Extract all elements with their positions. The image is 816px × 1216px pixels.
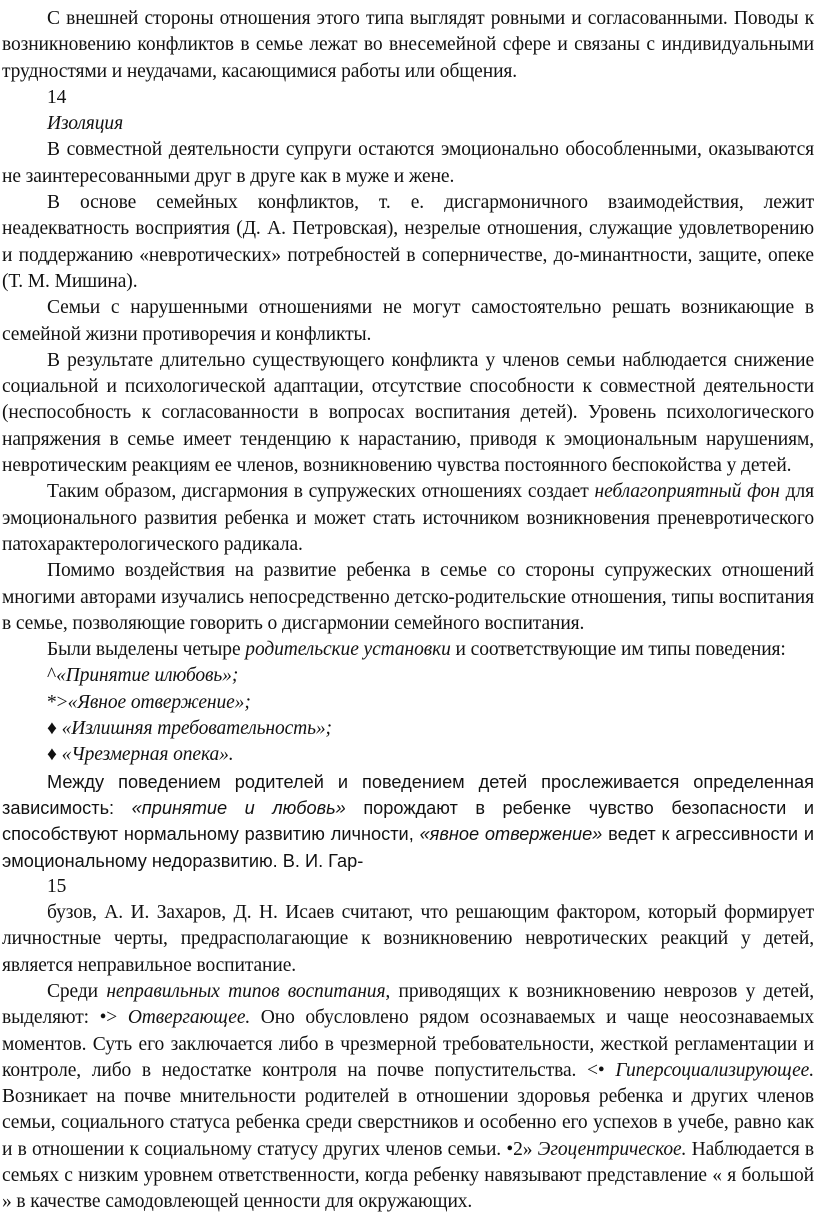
text-run: Наблюдается в семьях с низким уровнем ответственности, когда ребенку навязывают представление « я большой » в качестве самодовлеющей ценности для окружающих. [2, 1138, 814, 1213]
text-run: Таким образом, дисгармония в супружеских отношениях создает [47, 481, 595, 503]
list-marker: ^ [47, 665, 57, 687]
paragraph: Семьи с нарушенными отношениями не могут самостоятельно решать возникающие в семейной жизни противоречия и конфликты. [2, 297, 814, 345]
text-run: Между поведением родителей и поведением детей прослеживается определенная зависимость: [2, 771, 814, 818]
list-item [2, 690, 814, 716]
paragraph: В результате длительно существующего конфликта у членов семьи наблюдается снижение социальной и психологической адаптации, отсутствие способности к совместной деятельности (неспособность к согласованности в вопросах воспитания детей). Уровень психологического напряжения в семье имеет тенденцию к нарастанию, приводя к эмоциональным нарушениям, невротическим реакциям ее членов, возникновению чувства постоянного беспокойства у детей. [2, 349, 814, 477]
text-run: порождают в ребенке чувство безопасности и способствуют нормальному развитию личности, [2, 797, 814, 845]
italic-term: Отвергающее. [127, 1007, 251, 1029]
list-marker: ♦ [47, 744, 62, 766]
section-heading [2, 111, 814, 137]
page-number: 15 [47, 875, 67, 897]
page-number: 14 [47, 86, 67, 108]
list-item-text: «Явное отвержение»; [67, 691, 251, 713]
list-item-text: «Чрезмерная опека». [61, 744, 234, 766]
paragraph-sans [2, 769, 814, 874]
list-item-text: «Принятие илюбовь»; [56, 665, 239, 687]
text-run: Возникает на почве мнительности родителей в отношении здоровья ребенка и других членов семьи, социального статуса ребенка среди сверстников и особенно его успехов в учебе, равно как и в отношении к социальному статусу других членов семьи. •2» [2, 1086, 814, 1160]
list-item-text: «Излишняя требовательность»; [61, 718, 332, 740]
italic-term: «принятие и любовь» [131, 797, 346, 818]
section-heading-text: Изоляция [47, 113, 124, 135]
text-run: приводящих к возникновению неврозов у детей, выделяют: •> [2, 980, 814, 1029]
list-item [2, 663, 814, 689]
paragraph: Помимо воздействия на развитие ребенка в семье со стороны супружеских отношений многими авторами изучались непосредственно детско-родительские отношения, типы воспитания в семье, позволяющие говорить о дисгармонии семейного воспитания. [2, 560, 814, 634]
list-item [2, 716, 814, 742]
paragraph: В совместной деятельности супруги остаются эмоционально обособленными, оказываются не заинтересованными друг в друге как в муже и жене. [2, 139, 814, 187]
italic-term: «явное отвержение» [419, 824, 603, 845]
italic-term: Эгоцентрическое. [537, 1138, 687, 1160]
text-run: и соответствующие им типы поведения: [450, 639, 786, 661]
paragraph [2, 637, 814, 663]
text-run: ведет к агрессивности и эмоциональному недоразвитию. В. И. Гар- [2, 824, 815, 871]
paragraph [2, 979, 814, 1216]
text-run: Были выделены четыре [47, 639, 246, 661]
paragraph: В основе семейных конфликтов, т. е. дисгармоничного взаимодействия, лежит неадекватность восприятия (Д. А. Петровская), незрелые отношения, служащие удовлетворению и поддержанию «невротических» потребностей в соперничестве, до-минантности, защите, опеке (Т. М. Мишина). [2, 192, 814, 292]
list-marker: *> [47, 691, 68, 713]
italic-term: неблагоприятный фон [594, 481, 780, 503]
text-run: Оно обусловлено рядом осознаваемых и чаще неосознаваемых моментов. Суть его заключается либо в чрезмерной требовательности, жесткой регламентации и контроле, либо в недостатке контроля на почве попустительства. <• [2, 1007, 814, 1081]
paragraph [2, 479, 814, 558]
italic-term: неправильных типов воспитания, [106, 980, 391, 1002]
list-item [2, 742, 814, 768]
paragraph: С внешней стороны отношения этого типа выглядят ровными и согласованными. Поводы к возникновению конфликтов в семье лежат во внесемейной сфере и связаны с индивидуальными трудностями и неудачами, касающимися работы или общения. [2, 8, 814, 82]
list-marker: ♦ [47, 718, 62, 740]
paragraph: бузов, А. И. Захаров, Д. Н. Исаев считают, что решающим фактором, который формирует личностные черты, предрасполагающие к возникновению невротических реакций у детей, является неправильное воспитание. [2, 902, 814, 976]
text-run: Среди [47, 980, 107, 1002]
italic-term: родительские установки [245, 639, 451, 661]
text-run: для эмоционального развития ребенка и может стать источником возникновения преневротического патохарактерологического радикала. [2, 481, 814, 555]
italic-term: Гиперсоциализирующее. [615, 1059, 814, 1081]
